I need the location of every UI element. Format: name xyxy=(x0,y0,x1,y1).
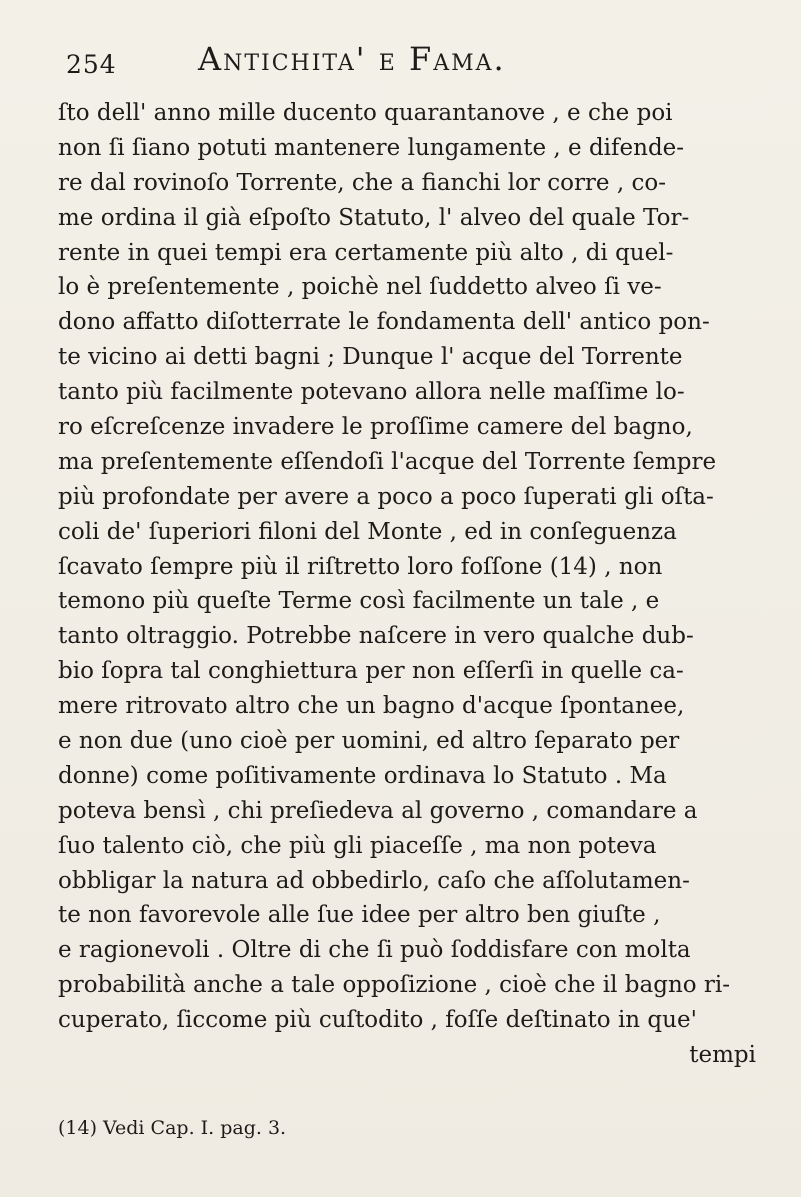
text-line: e non due (uno cioè per uomini, ed altro ſeparato per xyxy=(58,728,680,755)
catchword: tempi xyxy=(689,1042,756,1069)
text-line: rente in quei tempi era certamente più alto , di quel- xyxy=(58,239,674,266)
text-line: tanto oltraggio. Potrebbe naſcere in vero qualche dub- xyxy=(58,623,694,650)
text-line: poteva bensì , chi preſiedeva al governo , comandare a xyxy=(58,797,698,824)
text-line: ſcavato ſempre più il riſtretto loro foſſone (14) , non xyxy=(58,553,663,580)
text-line: ma preſentemente eſſendoſi l'acque del Torrente ſempre xyxy=(58,448,717,475)
text-line: te non favorevole alle ſue idee per altro ben giuſte , xyxy=(58,902,661,929)
page-number: 254 xyxy=(66,50,117,79)
text-line: obbligar la natura ad obbedirlo, caſo che aſſolutamen- xyxy=(58,867,690,894)
text-line: mere ritrovato altro che un bagno d'acque ſpontanee, xyxy=(58,693,685,720)
text-line: re dal rovinoſo Torrente, che a fianchi lor corre , co- xyxy=(58,169,666,196)
text-line: cuperato, ſiccome più cuſtodito , foſſe deſtinato in que' xyxy=(58,1007,697,1034)
page-header xyxy=(66,40,746,84)
text-line: temono più queſte Terme così facilmente un tale , e xyxy=(58,588,660,615)
text-line: donne) come poſitivamente ordinava lo Statuto . Ma xyxy=(58,762,667,789)
text-line: bio ſopra tal conghiettura per non eſſerſi in quelle ca- xyxy=(58,658,684,685)
text-line: tanto più facilmente potevano allora nelle maſſime lo- xyxy=(58,379,685,406)
text-line: dono affatto diſotterrate le fondamenta dell' antico pon- xyxy=(58,309,710,336)
text-line: ſto dell' anno mille ducento quarantanove , e che poi xyxy=(58,100,673,126)
text-line: coli de' ſuperiori filoni del Monte , ed in conſeguenza xyxy=(58,518,677,545)
running-title: Antichita' e Fama. xyxy=(198,40,506,78)
text-line: e ragionevoli . Oltre di che ſi può ſoddisfare con molta xyxy=(58,937,691,964)
text-line: lo è preſentemente , poichè nel ſuddetto alveo ſi ve- xyxy=(58,274,662,301)
text-line: ro eſcreſcenze invadere le proſſime camere del bagno, xyxy=(58,414,693,441)
text-line: te vicino ai detti bagni ; Dunque l' acque del Torrente xyxy=(58,344,683,371)
body-text xyxy=(58,96,756,1073)
text-line: me ordina il già eſpoſto Statuto, l' alveo del quale Tor- xyxy=(58,204,690,231)
text-line: probabilità anche a tale oppoſizione , cioè che il bagno ri- xyxy=(58,972,731,999)
text-line: non ſi ſiano potuti mantenere lungamente , e difende- xyxy=(58,134,685,161)
footnote: (14) Vedi Cap. I. pag. 3. xyxy=(58,1117,287,1139)
text-line: ſuo talento ciò, che più gli piaceſſe , ma non poteva xyxy=(58,832,657,859)
text-line: più profondate per avere a poco a poco ſuperati gli oſta- xyxy=(58,483,714,510)
